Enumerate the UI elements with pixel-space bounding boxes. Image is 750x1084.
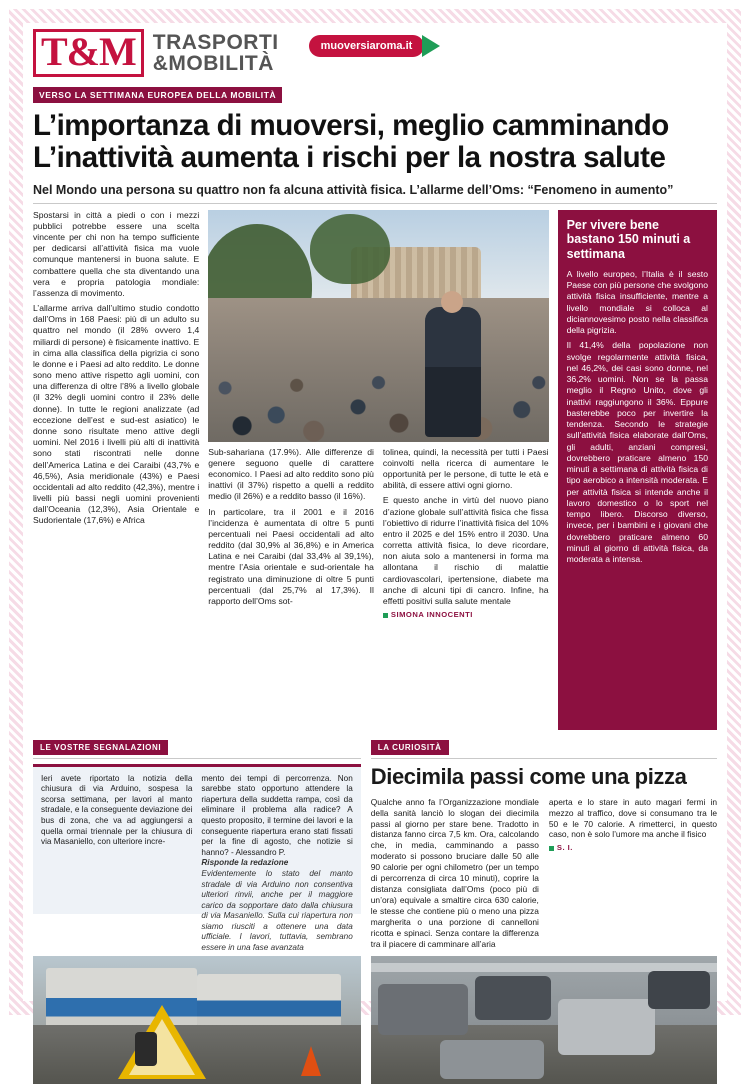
article-center-column xyxy=(208,210,548,730)
website-url-label[interactable]: muoversiaroma.it xyxy=(309,35,425,57)
car-shape xyxy=(648,971,710,1009)
article-paragraph: Spostarsi in città a piedi o con i mezzi pubblici potrebbe essere una scelta vincente per chi non ha tempo sufficiente per dedicarsi all’attività fisica ma vuole comunque mantenersi in buona salute. E combattere quella che sta diventando una vera e propria patologia mondiale: l’assenza di movimento. xyxy=(33,209,200,298)
divider xyxy=(33,203,717,204)
article-column-2 xyxy=(208,447,374,619)
photo-crowd xyxy=(208,307,548,442)
divider xyxy=(371,758,717,759)
article-byline xyxy=(383,610,549,619)
section-label-letters: LE VOSTRE SEGNALAZIONI xyxy=(33,740,168,755)
curiosity-section xyxy=(371,737,717,950)
square-bullet-icon xyxy=(383,613,388,618)
article-subhead: Nel Mondo una persona su quattro non fa alcuna attività fisica. L’allarme dell’Oms: “Fenomeno in aumento” xyxy=(33,182,674,197)
article-kicker: VERSO LA SETTIMANA EUROPEA DELLA MOBILITÀ xyxy=(33,87,282,103)
sidebox xyxy=(558,210,717,730)
logo-word-transport: TRASPORTI xyxy=(152,31,279,54)
main-article-zone xyxy=(33,210,717,730)
headline-line-2: L’inattività aumenta i rischi per la nostra salute xyxy=(33,140,666,174)
logo-wordmark xyxy=(153,32,279,74)
sidebox-paragraph: Il 41,4% della popolazione non svolge regolarmente attività fisica, nel 46,2%, dei casi sono donne, nel 36,2% uomini. Non se la passa meglio il Regno Unito, dove gli inattivi raggiungono il 36%. Eppure basterebbe poco per invertire la tendenza. Secondo le strategie sull’attività fisica elaborate dall’Oms, gli adulti, anziani compresi, dovrebbero praticare almeno 150 minuti a settimana di attività fisica di tipo aerobico a intensità moderata. E per attività fisica si intende anche il lavoro domestico o lo sport nel tempo libero. Discorso diverso, invece, per i bambini e i giovani che dovrebbero praticare almeno 60 minuti al giorno di attività fisica, da moderata a intensa. xyxy=(566,340,708,565)
car-shape xyxy=(558,999,655,1055)
article-column-1 xyxy=(33,210,199,730)
article-paragraph: Sub-sahariana (17.9%). Alle differenze di genere seguono quelle di carattere economico. I Paesi ad alto reddito sono più inattivi (il 37%) rispetto a quelli a reddito medio (il 26%) e a reddito basso (il 16%). xyxy=(208,446,374,502)
editorial-reply xyxy=(201,858,352,953)
signature-initials: S. I. xyxy=(556,843,573,853)
tree-shape xyxy=(310,214,390,284)
curiosity-title: Diecimila passi come una pizza xyxy=(370,763,687,789)
kicker-row xyxy=(33,85,717,103)
curiosity-columns xyxy=(371,797,717,950)
article-paragraph: In particolare, tra il 2001 e il 2016 l’incidenza è aumentata di oltre 5 punti percentuali nei Paesi occidentali ad alto reddito (dal 30,9% al 36,8%) e in America Latina e nei Caraibi (dal 33,4% al 39,1%), mentre l’Asia orientale e sud-orientale ha registrato una diminuzione di oltre 5 punti percentuali (dal 25,7% al 17,3%). Il rapporto dell’Oms sot- xyxy=(208,506,374,606)
curiosity-signature xyxy=(549,843,717,852)
car-shape xyxy=(440,1040,544,1078)
curiosity-column-2 xyxy=(549,797,717,950)
curiosity-column-1 xyxy=(371,797,539,950)
curiosity-text: aperta e lo stare in auto magari fermi in mezzo al traffico, dove si consumano tra le 50 e le 70 calorie. A rimetterci, in questo caso, non è solo l’umore ma anche il fisico xyxy=(548,796,718,840)
page-inner xyxy=(23,23,727,1001)
section-label-curiosity: LA CURIOSITÀ xyxy=(371,740,449,755)
letter-column-2 xyxy=(201,773,353,952)
sidebar-highlight-box xyxy=(558,210,717,730)
curiosity-text: Qualche anno fa l’Organizzazione mondiale della sanità lanciò lo slogan dei diecimila passi al giorno per stare bene. Tradotto in distanza fanno circa 7,5 km. Ora, calcolando che, in media, camminando a passo moderato si possono bruciare dalle 50 alle 90 calorie per ogni chilometro (per un tempo di percorrenza di circa 10 minuti), coprire la distanza consigliata dall’Oms (poco più di un’ora) equivale a smaltire circa 630 calorie, le stesse che contiene più o meno una pizza margherita o una porzione di cannelloni ricotta e spinaci. Senza contare la differenza tra il piacere di camminare all’aria xyxy=(370,796,539,949)
readers-letters-section xyxy=(33,737,361,950)
article-lower-columns xyxy=(208,447,548,619)
reply-title: Risponde la redazione xyxy=(201,858,289,868)
logo-monogram: T&M xyxy=(33,29,144,77)
newspaper-page xyxy=(23,23,727,1001)
sidebox-title: Per vivere bene bastano 150 minuti a settimana xyxy=(566,217,691,262)
article-column-3 xyxy=(383,447,549,619)
traffic-cone-icon xyxy=(301,1046,321,1076)
publication-logo xyxy=(33,29,279,77)
letter-text: Ieri avete riportato la notizia della chiusura di via Arduino, sospesa la scorsa settimana, per lavori al manto stradale, e la conseguente deviazione dei bus di zona, che va ad aggiungersi a quella ormai triennale per la chiusura di via Masaniello, con ulteriore incre- xyxy=(41,773,193,847)
bottom-photo-row xyxy=(33,956,717,1084)
photo-pedestrians-colosseum xyxy=(208,210,548,442)
masthead xyxy=(33,29,717,85)
divider xyxy=(33,758,361,759)
logo-word-mobility: &MOBILITÀ xyxy=(152,52,274,75)
bottom-sections xyxy=(33,737,717,950)
roadworks-sign-icon xyxy=(118,1005,206,1079)
letters-panel xyxy=(33,764,361,952)
square-bullet-icon xyxy=(549,846,554,851)
photo-roadworks-buses xyxy=(33,956,361,1084)
car-shape xyxy=(378,984,468,1035)
letter-column-1 xyxy=(41,774,192,908)
byline-name: SIMONA INNOCENTI xyxy=(390,610,473,620)
headline-line-1: L’importanza di muoversi, meglio camminando xyxy=(33,109,669,142)
reply-text: Evidentemente lo stato del manto stradale di via Arduino non consentiva ulteriori rinvii, anche per il maggiore carico da sopportare dato dalla chiusura di via Masaniello. Sulla cui riapertura non siamo riusciti a ottenere una data ufficiale. I lavori, tuttavia, sembrano essere in una fase avanzata xyxy=(201,868,353,952)
photo-traffic-jam xyxy=(371,956,717,1084)
photo-foreground-pedestrian xyxy=(425,307,481,437)
article-paragraph: E questo anche in virtù del nuovo piano d’azione globale sull’attività fisica che fissa l’obiettivo di ridurre l’inattività fisica del 10% entro il 2025 e del 15% entro il 2030. Una corretta attività fisica, lo deve ricordare, non aiuta solo a mantenersi in forma ma allontana il rischio di malattie cardiovascolari, ipertensione, diabete ma anche di alcuni tipi di cancro. Infine, ha effetti positivi sulla salute mentale xyxy=(382,495,549,606)
worker-pictogram-icon xyxy=(135,1032,157,1066)
italy-flag-icon xyxy=(422,35,440,57)
bus-shape xyxy=(197,974,341,1028)
article-paragraph: L’allarme arriva dall’ultimo studio condotto dall’Oms in 168 Paesi: più di un adulto su quattro nel mondo (il 28% ovvero 1,4 miliardi di persone) è fisicamente inattivo. E in cima alla classifica della pigrizia ci sono le donne e i Paesi ad alto reddito. Le donne sono meno attive rispetto agli uomini, con una differenza di oltre l’8% a livello globale (il 32% degli uomini contro il 23% delle donne). In tutte le regioni analizzate (ad eccezione dell’est e sud-est asiatico) le donne sono risultate meno attive degli uomini. Nel 2016 i livelli più alti di inattività sono stati riscontrati nelle donne dell’America Latina e dei Caraibi (43,7% e 46,5%), Asia meridionale (43%) e Paesi occidentali ad alto reddito (42,3%), mentre i livelli più bassi negli uomini provenienti dall’Oceania (12,3%), Asia Orientale e Sudorientale (17,6%) e Africa xyxy=(33,303,200,526)
website-badge[interactable] xyxy=(309,35,441,57)
sidebox-paragraph: A livello europeo, l’Italia è il sesto Paese con più persone che svolgono attività fisica insufficiente, mentre a livello mondiale si colloca al diciannovesimo posto nella classifica della pigrizia. xyxy=(566,268,708,336)
article-paragraph: tolinea, quindi, la necessità per tutti i Paesi coinvolti nella ricerca di aumentare le opportunità per le persone, di tutte le età e abilità, di essere attivi ogni giorno. xyxy=(382,446,549,491)
letter-text: mento dei tempi di percorrenza. Non sarebbe stato opportuno attendere la riapertura della suddetta rampa, così da eliminare il problema alla radice? A questo proposito, il termine dei lavori e la conseguente riapertura erano stati fissati per la fine di agosto, che notizie si hanno? - Alessandro P. xyxy=(201,773,353,857)
page-title xyxy=(33,110,717,174)
car-shape xyxy=(475,976,551,1020)
